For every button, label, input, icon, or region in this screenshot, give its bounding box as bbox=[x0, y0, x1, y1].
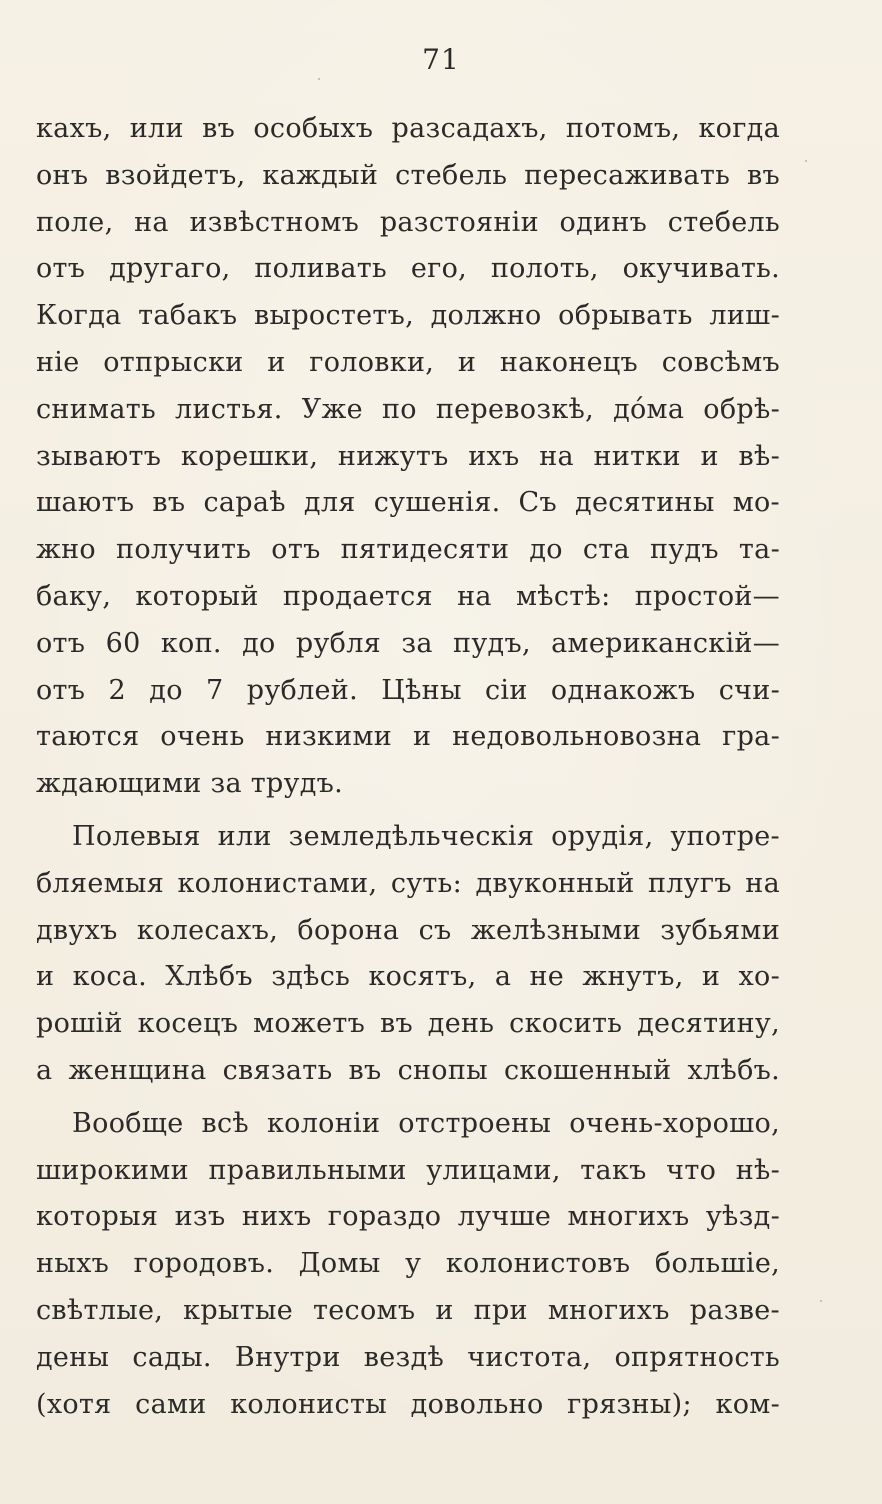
text-line: кахъ, или въ особыхъ разсадахъ, потомъ, когда bbox=[36, 113, 780, 144]
text-line: которыя изъ нихъ гораздо лучше многихъ уѣзд- bbox=[36, 1201, 780, 1233]
text-line: баку, который продается на мѣстѣ: простой— bbox=[36, 580, 780, 612]
text-line: отъ 2 до 7 рублей. Цѣны сіи однакожъ счи- bbox=[36, 674, 780, 706]
paper-speck bbox=[820, 1300, 822, 1302]
text-line: отъ 60 коп. до рубля за пудъ, американскій— bbox=[36, 627, 780, 659]
paragraph-2 bbox=[36, 814, 780, 1095]
paragraph-3 bbox=[36, 1101, 780, 1429]
text-line: широкими правильными улицами, такъ что нѣ- bbox=[36, 1154, 780, 1186]
text-line: (хотя сами колонисты довольно грязны); ком- bbox=[36, 1388, 780, 1420]
body-text bbox=[36, 106, 780, 1428]
text-line: рошій косецъ можетъ въ день скосить десятину, bbox=[36, 1008, 780, 1040]
text-line: ніе отпрыски и головки, и наконецъ совсѣмъ bbox=[36, 346, 780, 378]
text-line: дены сады. Внутри вездѣ чистота, опрятность bbox=[36, 1341, 780, 1373]
text-line: и коса. Хлѣбъ здѣсь косятъ, а не жнутъ, и хо- bbox=[36, 961, 780, 993]
text-line: а женщина связать въ снопы скошенный хлѣбъ. bbox=[36, 1054, 780, 1086]
page-number: 71 bbox=[422, 43, 460, 76]
text-line: онъ взойдетъ, каждый стебель пересаживать въ bbox=[36, 159, 780, 191]
text-line: таются очень низкими и недовольновозна гра- bbox=[36, 721, 780, 753]
paper-speck bbox=[805, 160, 807, 162]
text-line: жно получить отъ пятидесяти до ста пудъ та- bbox=[36, 534, 780, 566]
text-line: снимать листья. Уже по перевозкѣ, дóма обрѣ- bbox=[36, 393, 780, 425]
text-line: ныхъ городовъ. Домы у колонистовъ большіе, bbox=[36, 1248, 780, 1280]
paragraph-1 bbox=[36, 106, 780, 808]
text-line: шаютъ въ сараѣ для сушенія. Съ десятины мо- bbox=[36, 487, 780, 519]
text-line: ждающими за трудъ. bbox=[36, 768, 344, 800]
text-line: Когда табакъ выростетъ, должно обрывать лиш- bbox=[36, 300, 780, 332]
text-line: Полевыя или земледѣльческія орудія, употре- bbox=[72, 820, 780, 852]
text-line: поле, на извѣстномъ разстояніи одинъ стебель bbox=[36, 206, 780, 238]
text-line: Вообще всѣ колоніи отстроены очень-хорошо, bbox=[72, 1107, 780, 1139]
paper-speck bbox=[318, 78, 320, 80]
text-line: бляемыя колонистами, суть: двуконный плугъ на bbox=[36, 867, 780, 899]
text-line: двухъ колесахъ, борона съ желѣзными зубьями bbox=[36, 914, 780, 946]
text-line: зываютъ корешки, нижутъ ихъ на нитки и вѣ- bbox=[36, 440, 780, 472]
text-line: отъ другаго, поливать его, полоть, окучивать. bbox=[36, 253, 780, 285]
text-line: свѣтлые, крытые тесомъ и при многихъ разве- bbox=[36, 1294, 780, 1326]
